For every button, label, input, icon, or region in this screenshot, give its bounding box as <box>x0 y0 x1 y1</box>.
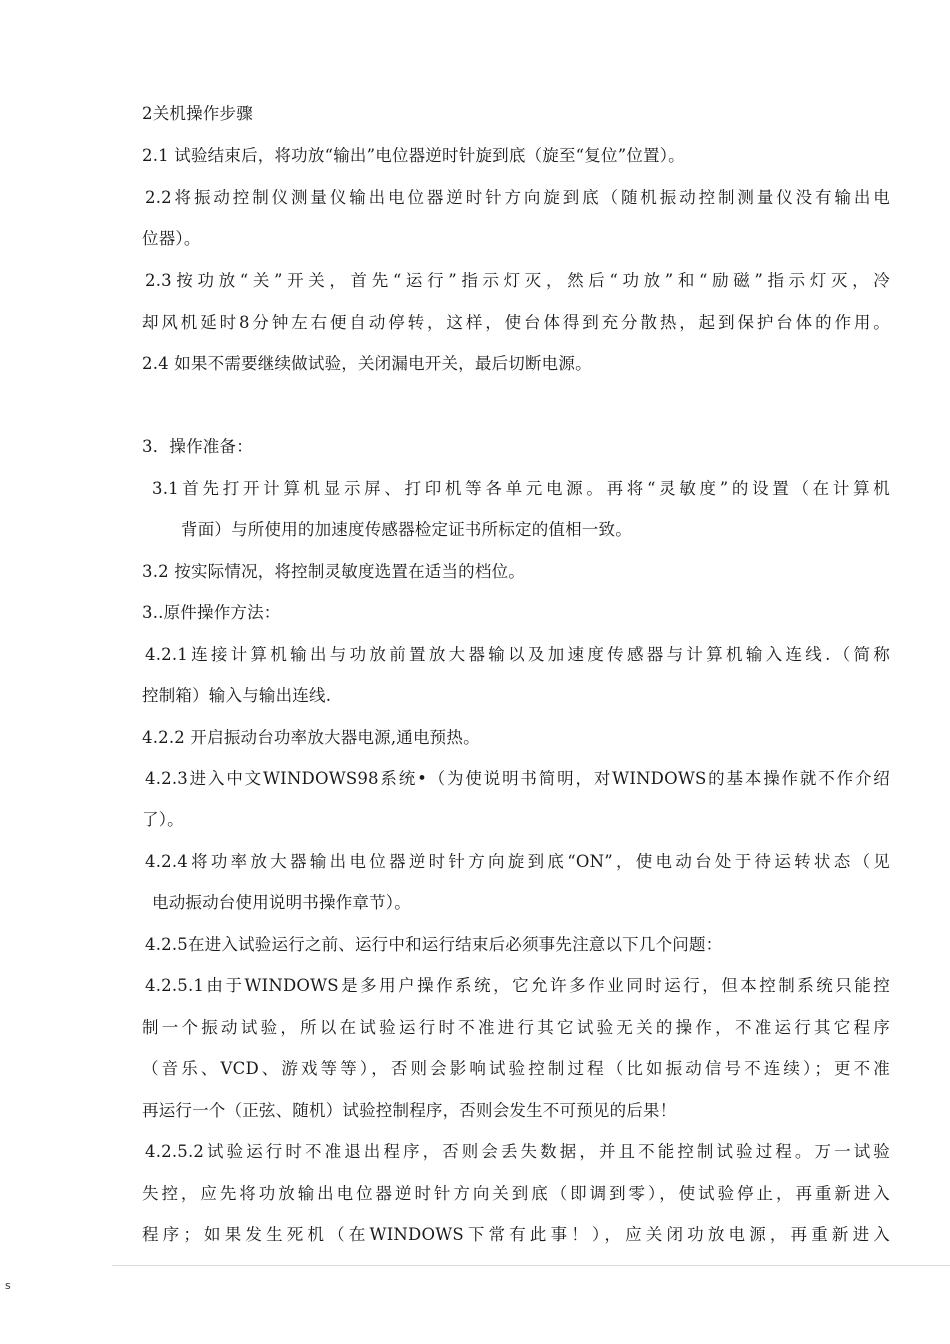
footer-mark: s <box>5 1279 11 1292</box>
paragraph-4-2-1-line-2: 控制箱）输入与输出连线. <box>142 686 332 705</box>
paragraph-3-1-line-1: 3.1首先打开计算机显示屏、打印机等各单元电源。再将“灵敏度”的设置（在计算机 <box>152 479 890 498</box>
paragraph-3-2: 3.2 按实际情况，将控制灵敏度选置在适当的档位。 <box>142 562 525 581</box>
paragraph-4-2-4-line-2: 电动振动台使用说明书操作章节）。 <box>152 893 411 912</box>
heading-shutdown-steps: 2关机操作步骤 <box>142 104 253 123</box>
paragraph-2-3-line-1: 2.3按功放“关”开关，首先“运行”指示灯灭，然后“功放”和“励磁”指示灯灭，冷 <box>145 271 890 290</box>
paragraph-4-2-5-1-line-3: （音乐、VCD、游戏等等），否则会影响试验控制过程（比如振动信号不连续）；更不准 <box>142 1059 890 1078</box>
paragraph-4-2-3-line-2: 了）。 <box>142 810 184 829</box>
paragraph-4-2-1-line-1: 4.2.1连接计算机输出与功放前置放大器输以及加速度传感器与计算机输入连线.（简称 <box>145 645 890 664</box>
paragraph-4-2-5-1-line-1: 4.2.5.1由于WINDOWS是多用户操作系统，它允许多作业同时运行，但本控制系统只能控 <box>145 976 890 995</box>
heading-operation-preparation: 3．操作准备： <box>142 437 253 456</box>
paragraph-4-2-5-1-line-4: 再运行一个（正弦、随机）试验控制程序，否则会发生不可预见的后果！ <box>142 1101 677 1120</box>
paragraph-2-4: 2.4 如果不需要继续做试验，关闭漏电开关，最后切断电源。 <box>142 354 592 373</box>
paragraph-4-2-2: 4.2.2 开启振动台功率放大器电源,通电预热。 <box>142 728 480 747</box>
heading-component-operation: 3..原件操作方法： <box>142 603 281 622</box>
paragraph-3-1-line-2: 背面）与所使用的加速度传感器检定证书所标定的值相一致。 <box>181 520 632 539</box>
paragraph-2-1: 2.1 试验结束后，将功放“输出”电位器逆时针旋到底（旋至“复位”位置）。 <box>142 146 685 165</box>
paragraph-4-2-4-line-1: 4.2.4将功率放大器输出电位器逆时针方向旋到底“ON”，使电动台处于待运转状态（见 <box>145 852 890 871</box>
paragraph-2-3-line-2: 却风机延时8分钟左右便自动停转，这样，使台体得到充分散热，起到保护台体的作用。 <box>142 313 890 332</box>
paragraph-4-2-3-line-1: 4.2.3进入中文WINDOWS98系统•（为使说明书简明，对WINDOWS的基本操作就不作介绍 <box>145 769 890 788</box>
paragraph-4-2-5-2-line-2: 失控，应先将功放输出电位器逆时针方向关到底（即调到零），使试验停止，再重新进入 <box>142 1184 890 1203</box>
paragraph-2-2-line-1: 2.2将振动控制仪测量仪输出电位器逆时针方向旋到底（随机振动控制测量仪没有输出电 <box>145 188 890 207</box>
paragraph-4-2-5-2-line-3: 程序；如果发生死机（在WINDOWS下常有此事！），应关闭功放电源，再重新进入 <box>142 1225 890 1244</box>
paragraph-2-2-line-2: 位器）。 <box>142 229 201 248</box>
paragraph-4-2-5-2-line-1: 4.2.5.2试验运行时不准退出程序，否则会丢失数据，并且不能控制试验过程。万一试验 <box>145 1142 890 1161</box>
footer-divider <box>112 1265 950 1266</box>
paragraph-4-2-5: 4.2.5在进入试验运行之前、运行中和运行结束后必须事先注意以下几个问题： <box>145 935 723 954</box>
paragraph-4-2-5-1-line-2: 制一个振动试验，所以在试验运行时不准进行其它试验无关的操作，不准运行其它程序 <box>142 1018 890 1037</box>
